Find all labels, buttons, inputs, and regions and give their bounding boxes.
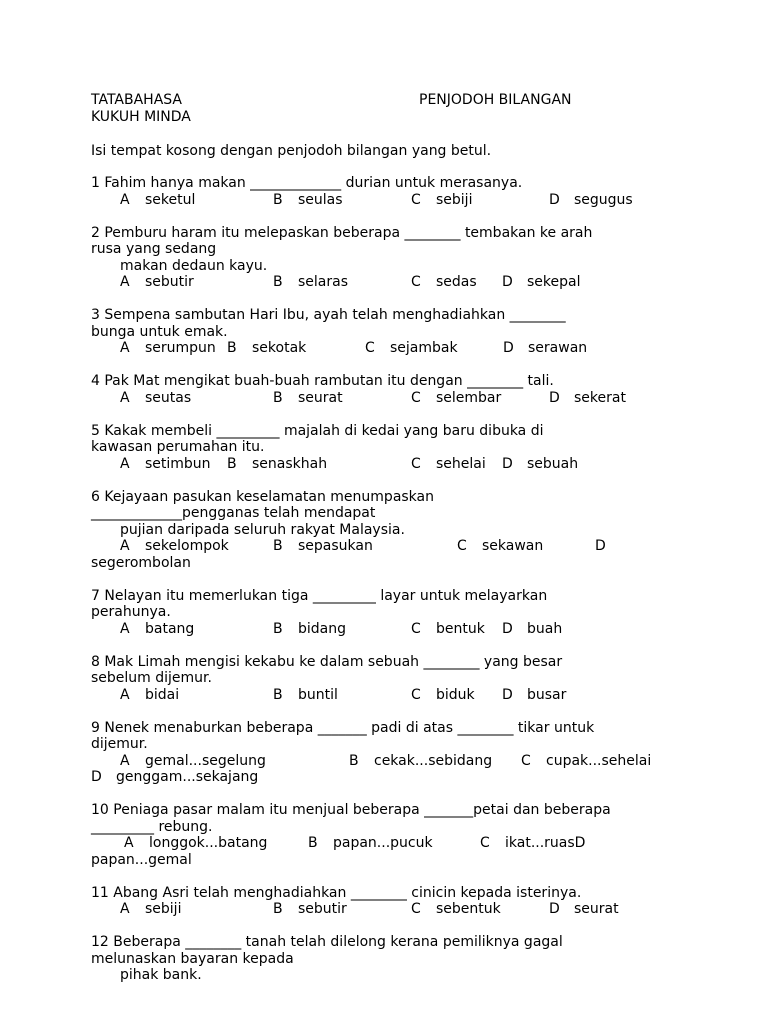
- question-text-line: 10 Peniaga pasar malam itu menjual beberapa _______petai dan beberapa: [91, 802, 611, 818]
- option-b[interactable]: [273, 621, 411, 638]
- answer-options: [91, 340, 691, 357]
- question-3: [91, 307, 691, 357]
- question-8: [91, 654, 691, 704]
- option-b[interactable]: [273, 901, 411, 918]
- question-text-line: 6 Kejayaan pasukan keselamatan menumpaskan: [91, 488, 434, 505]
- option-c[interactable]: [411, 456, 502, 473]
- option-d[interactable]: [91, 769, 691, 786]
- option-letter: C: [411, 389, 421, 406]
- option-letter: B: [349, 752, 359, 769]
- question-text-line: _________ rebung.: [91, 818, 213, 835]
- option-text: seulas: [298, 191, 343, 208]
- question-text-line: _____________pengganas telah mendapat: [91, 505, 376, 521]
- option-letter: C: [411, 620, 421, 637]
- question-text-line: rusa yang sedang: [91, 241, 217, 257]
- option-c[interactable]: [411, 390, 549, 407]
- option-a[interactable]: [120, 753, 349, 770]
- option-text: cekak...sebidang: [374, 752, 493, 769]
- question-9: [91, 720, 691, 786]
- question-7: [91, 588, 691, 638]
- option-d-letter-cell[interactable]: [595, 538, 620, 555]
- option-text: sedas: [436, 274, 477, 290]
- option-text: papan...pucuk: [333, 835, 433, 851]
- question-6: [91, 489, 691, 572]
- option-text: buah: [527, 620, 563, 637]
- option-text: sebentuk: [436, 901, 501, 917]
- option-letter: C: [521, 752, 531, 769]
- option-d-wrapped[interactable]: [91, 555, 691, 572]
- option-d[interactable]: [503, 340, 587, 357]
- option-text: senaskhah: [252, 455, 328, 472]
- option-text: sekawan: [482, 538, 544, 554]
- answer-options: [91, 456, 691, 473]
- option-letter: B: [273, 686, 283, 703]
- option-letter: D: [549, 901, 560, 917]
- option-letter: D: [502, 455, 513, 472]
- question-text-line: dijemur.: [91, 736, 148, 752]
- option-text: sebiji: [436, 191, 473, 208]
- question-text-line: 12 Beberapa ________ tanah telah dilelong kerana pemiliknya gagal: [91, 934, 563, 950]
- option-text: sekotak: [252, 340, 307, 356]
- header-subject: TATABAHASA: [91, 92, 183, 108]
- option-text: cupak...sehelai: [546, 752, 652, 769]
- option-text: sejambak: [390, 340, 458, 356]
- option-letter: C: [411, 455, 421, 472]
- option-text: sekelompok: [145, 538, 229, 554]
- option-letter: A: [120, 901, 130, 917]
- answer-options: [91, 901, 691, 918]
- option-letter: B: [227, 340, 237, 356]
- answer-options: [91, 621, 691, 638]
- option-b[interactable]: [308, 835, 480, 852]
- option-text: sekepal: [527, 274, 581, 290]
- question-1: [91, 175, 691, 208]
- question-list: [91, 175, 691, 1000]
- option-letter: D: [502, 274, 513, 290]
- option-d[interactable]: [502, 274, 580, 291]
- option-text: seketul: [145, 191, 196, 208]
- option-c[interactable]: [365, 340, 503, 357]
- option-text: seurat: [298, 389, 343, 406]
- option-letter: B: [273, 274, 283, 290]
- option-letter: C: [411, 901, 421, 917]
- option-b[interactable]: [273, 274, 411, 291]
- option-letter: D: [574, 835, 586, 851]
- option-c[interactable]: [411, 901, 549, 918]
- option-d[interactable]: [549, 901, 619, 918]
- option-a[interactable]: [120, 340, 227, 357]
- answer-options: [91, 687, 691, 704]
- option-letter: C: [411, 191, 421, 208]
- option-text: batang: [145, 620, 195, 637]
- question-text-line: melunaskan bayaran kepada: [91, 950, 294, 967]
- question-12: [91, 934, 691, 984]
- option-c[interactable]: [457, 538, 595, 555]
- question-text-line: kawasan perumahan itu.: [91, 439, 265, 455]
- option-letter: A: [120, 340, 130, 356]
- option-a[interactable]: [120, 456, 227, 473]
- question-5: [91, 423, 691, 473]
- question-4: [91, 373, 691, 406]
- option-letter: B: [273, 901, 283, 917]
- option-a[interactable]: [120, 901, 273, 918]
- question-text-line: 1 Fahim hanya makan _____________ durian untuk merasanya.: [91, 175, 523, 191]
- question-text-line: 9 Nenek menaburkan beberapa _______ padi di atas ________ tikar untuk: [91, 719, 595, 736]
- option-d[interactable]: [549, 192, 633, 209]
- option-letter: B: [273, 191, 283, 208]
- option-text: segerombolan: [91, 554, 191, 571]
- option-text: selembar: [436, 389, 502, 406]
- option-b[interactable]: [349, 753, 521, 770]
- option-letter: A: [120, 389, 130, 406]
- answer-options: [91, 835, 691, 852]
- option-c[interactable]: [411, 687, 502, 704]
- option-text: gemal...segelung: [145, 752, 266, 769]
- option-text: segugus: [574, 191, 633, 208]
- option-letter: A: [120, 686, 130, 703]
- option-letter: D: [503, 340, 514, 356]
- option-text: sebutir: [298, 901, 347, 917]
- question-text-line: 7 Nelayan itu memerlukan tiga _________ layar untuk melayarkan: [91, 587, 548, 604]
- option-letter: D: [91, 769, 102, 785]
- option-text: bidang: [298, 620, 347, 637]
- option-c[interactable]: [411, 192, 549, 209]
- question-text-line: 3 Sempena sambutan Hari Ibu, ayah telah menghadiahkan ________: [91, 307, 566, 323]
- option-text: sebutir: [145, 274, 194, 290]
- option-letter: C: [480, 835, 490, 851]
- option-b[interactable]: [273, 687, 411, 704]
- question-10: [91, 802, 691, 868]
- option-letter: B: [273, 620, 283, 637]
- question-text-line: 4 Pak Mat mengikat buah-buah rambutan itu dengan ________ tali.: [91, 373, 554, 389]
- option-b[interactable]: [227, 340, 365, 357]
- option-letter: A: [120, 538, 130, 554]
- option-b[interactable]: [273, 192, 411, 209]
- option-b[interactable]: [227, 456, 411, 473]
- answer-options: [91, 274, 691, 291]
- option-text: longgok...batang: [149, 835, 268, 851]
- option-text: ikat...ruas: [505, 835, 575, 851]
- option-c[interactable]: [411, 274, 502, 291]
- option-letter: D: [595, 538, 606, 554]
- option-letter: D: [549, 389, 560, 406]
- option-letter: A: [120, 752, 130, 769]
- question-text-line: pujian daripada seluruh rakyat Malaysia.: [120, 521, 405, 538]
- option-text: buntil: [298, 686, 338, 703]
- option-letter: A: [120, 620, 130, 637]
- option-c[interactable]: [521, 753, 651, 770]
- option-letter: C: [365, 340, 375, 356]
- header-topic: PENJODOH BILANGAN: [419, 92, 572, 108]
- header-subtitle: KUKUH MINDA: [91, 108, 191, 125]
- option-b[interactable]: [273, 390, 411, 407]
- option-text: sebuah: [527, 455, 579, 472]
- option-a[interactable]: [120, 621, 273, 638]
- option-d[interactable]: [502, 456, 578, 473]
- option-letter: D: [549, 191, 560, 208]
- question-2: [91, 225, 691, 291]
- option-letter: A: [120, 455, 130, 472]
- option-a[interactable]: [120, 192, 273, 209]
- option-text: biduk: [436, 686, 475, 703]
- option-text: sehelai: [436, 455, 486, 472]
- question-text-line: 2 Pemburu haram itu melepaskan beberapa ________ tembakan ke arah: [91, 224, 593, 241]
- option-d-letter-cell[interactable]: [575, 835, 600, 852]
- option-letter: A: [124, 835, 134, 851]
- option-text: sekerat: [574, 389, 626, 406]
- option-text: bidai: [145, 686, 180, 703]
- option-text: seutas: [145, 389, 192, 406]
- option-letter: B: [308, 835, 318, 851]
- option-letter: A: [120, 191, 130, 208]
- option-letter: B: [273, 389, 283, 406]
- option-d-wrapped[interactable]: [91, 769, 691, 786]
- option-text: setimbun: [145, 455, 211, 472]
- option-letter: A: [120, 274, 130, 290]
- question-text-line: 5 Kakak membeli _________ majalah di kedai yang baru dibuka di: [91, 422, 544, 439]
- document-header: [91, 92, 711, 125]
- option-text: selaras: [298, 274, 349, 290]
- option-letter: C: [457, 538, 467, 554]
- question-text-line: perahunya.: [91, 604, 171, 620]
- option-letter: D: [502, 620, 513, 637]
- question-11: [91, 885, 691, 918]
- option-a[interactable]: [124, 835, 308, 852]
- option-letter: B: [273, 538, 283, 554]
- answer-options: [91, 538, 691, 555]
- option-text: genggam...sekajang: [116, 769, 259, 785]
- option-a[interactable]: [120, 274, 273, 291]
- option-b[interactable]: [273, 538, 457, 555]
- option-a[interactable]: [120, 538, 273, 555]
- option-letter: C: [411, 274, 421, 290]
- option-a[interactable]: [120, 390, 273, 407]
- option-a[interactable]: [120, 687, 273, 704]
- question-text-line: pihak bank.: [120, 967, 202, 983]
- question-text-line: makan dedaun kayu.: [120, 257, 268, 274]
- answer-options: [91, 390, 691, 407]
- option-text: busar: [527, 686, 567, 703]
- question-text-line: bunga untuk emak.: [91, 323, 228, 340]
- option-c[interactable]: [480, 835, 575, 852]
- option-letter: B: [227, 455, 237, 472]
- question-text-line: 8 Mak Limah mengisi kekabu ke dalam sebuah ________ yang besar: [91, 653, 563, 670]
- instruction-text: Isi tempat kosong dengan penjodoh bilangan yang betul.: [91, 143, 492, 159]
- option-text: bentuk: [436, 620, 485, 637]
- option-letter: D: [502, 686, 513, 703]
- option-c[interactable]: [411, 621, 502, 638]
- option-d[interactable]: [502, 687, 566, 704]
- answer-options: [91, 753, 691, 770]
- option-letter: C: [411, 686, 421, 703]
- answer-options: [91, 192, 691, 209]
- question-text-line: sebelum dijemur.: [91, 670, 212, 686]
- option-text: seurat: [574, 901, 619, 917]
- option-text: serawan: [528, 340, 588, 356]
- option-d-wrapped[interactable]: [91, 852, 691, 869]
- option-text: sepasukan: [298, 538, 373, 554]
- option-d[interactable]: [502, 621, 562, 638]
- option-d[interactable]: [549, 390, 626, 407]
- option-text: serumpun: [145, 340, 216, 356]
- question-text-line: 11 Abang Asri telah menghadiahkan ________ cinicin kepada isterinya.: [91, 884, 582, 901]
- option-text: papan...gemal: [91, 851, 192, 868]
- option-text: sebiji: [145, 901, 182, 917]
